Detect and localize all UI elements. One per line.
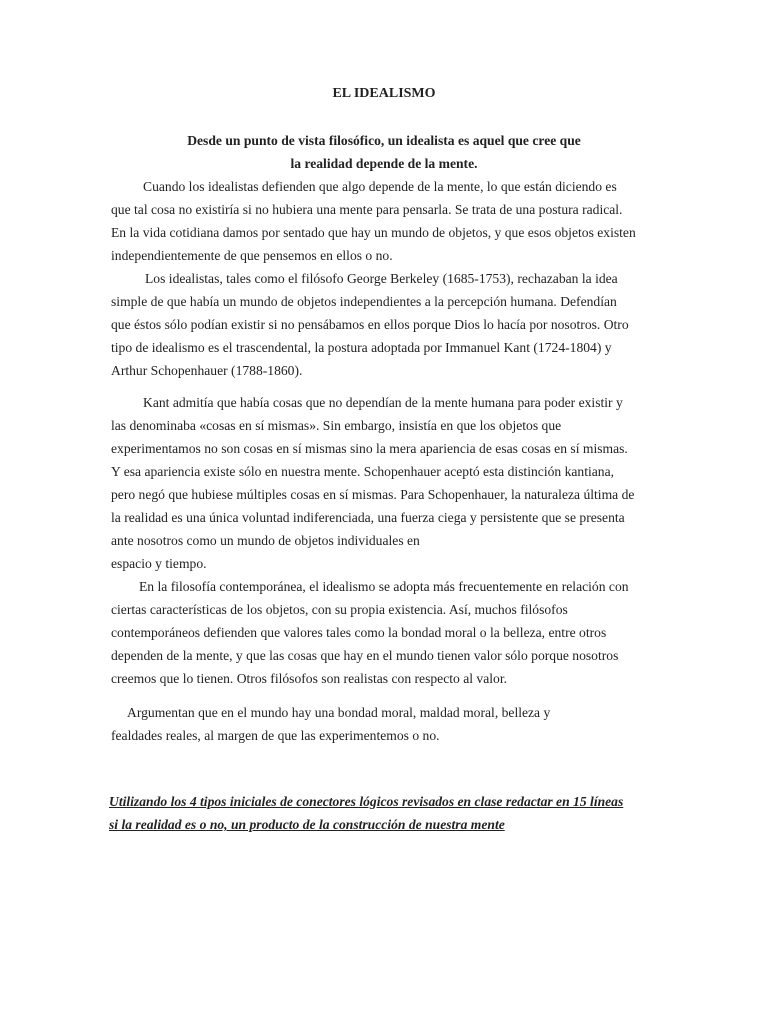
- subtitle-line-2: la realidad depende de la mente.: [290, 156, 478, 171]
- paragraph-3-line-1: Kant admitía que había cosas que no dependían de la mente humana para poder existir y: [143, 395, 623, 410]
- task-instruction-line-2: si la realidad es o no, un producto de la construcción de nuestra mente: [109, 817, 505, 832]
- paragraph-4-line-1: En la filosofía contemporánea, el idealismo se adopta más frecuentemente en relación con: [139, 579, 629, 594]
- paragraph-3-line-2: las denominaba «cosas en sí mismas». Sin embargo, insistía en que los objetos que: [111, 418, 562, 433]
- paragraph-1-line-3: En la vida cotidiana damos por sentado que hay un mundo de objetos, y que esos objetos existen: [111, 225, 636, 240]
- paragraph-1-line-2: que tal cosa no existiría si no hubiera una mente para pensarla. Se trata de una postura radical.: [111, 202, 623, 217]
- paragraph-3-line-5: pero negó que hubiese múltiples cosas en sí mismas. Para Schopenhauer, la naturaleza última de: [111, 487, 635, 502]
- paragraph-2-line-2: simple de que había un mundo de objetos independientes a la percepción humana. Defendían: [111, 294, 617, 309]
- paragraph-4-line-5: creemos que lo tienen. Otros filósofos son realistas con respecto al valor.: [111, 671, 507, 686]
- paragraph-2-line-1: Los idealistas, tales como el filósofo George Berkeley (1685-1753), rechazaban la idea: [145, 271, 618, 286]
- document-title: EL IDEALISMO: [332, 86, 436, 101]
- paragraph-3-line-8: espacio y tiempo.: [111, 556, 207, 571]
- paragraph-5-line-2: fealdades reales, al margen de que las experimentemos o no.: [111, 728, 440, 743]
- paragraph-4-line-4: dependen de la mente, y que las cosas que hay en el mundo tienen valor sólo porque nosotros: [111, 648, 619, 663]
- paragraph-3-line-7: ante nosotros como un mundo de objetos individuales en: [111, 533, 420, 548]
- paragraph-4-line-2: ciertas características de los objetos, con su propia existencia. Así, muchos filósofos: [111, 602, 568, 617]
- paragraph-1-line-1: Cuando los idealistas defienden que algo depende de la mente, lo que están diciendo es: [143, 179, 617, 194]
- paragraph-3-line-4: Y esa apariencia existe sólo en nuestra mente. Schopenhauer aceptó esta distinción kantiana,: [111, 464, 615, 479]
- paragraph-4-line-3: contemporáneos defienden que valores tales como la bondad moral o la belleza, entre otros: [111, 625, 607, 640]
- paragraph-2-line-3: que éstos sólo podían existir si no pensábamos en ellos porque Dios lo hacía por nosotros. Otro: [111, 317, 629, 332]
- paragraph-3-line-6: la realidad es una única voluntad indiferenciada, una fuerza ciega y persistente que se presenta: [111, 510, 625, 525]
- task-instruction-line-1: Utilizando los 4 tipos iniciales de conectores lógicos revisados en clase redactar en 15 líneas: [109, 794, 624, 809]
- paragraph-1-line-4: independientemente de que pensemos en ellos o no.: [111, 248, 393, 263]
- paragraph-5-line-1: Argumentan que en el mundo hay una bondad moral, maldad moral, belleza y: [127, 705, 551, 720]
- subtitle-line-1: Desde un punto de vista filosófico, un idealista es aquel que cree que: [187, 133, 581, 148]
- paragraph-3-line-3: experimentamos no son cosas en sí mismas sino la mera apariencia de esas cosas en sí mismas.: [111, 441, 628, 456]
- paragraph-2-line-5: Arthur Schopenhauer (1788-1860).: [111, 363, 303, 378]
- paragraph-2-line-4: tipo de idealismo es el trascendental, la postura adoptada por Immanuel Kant (1724-1804) y: [111, 340, 612, 355]
